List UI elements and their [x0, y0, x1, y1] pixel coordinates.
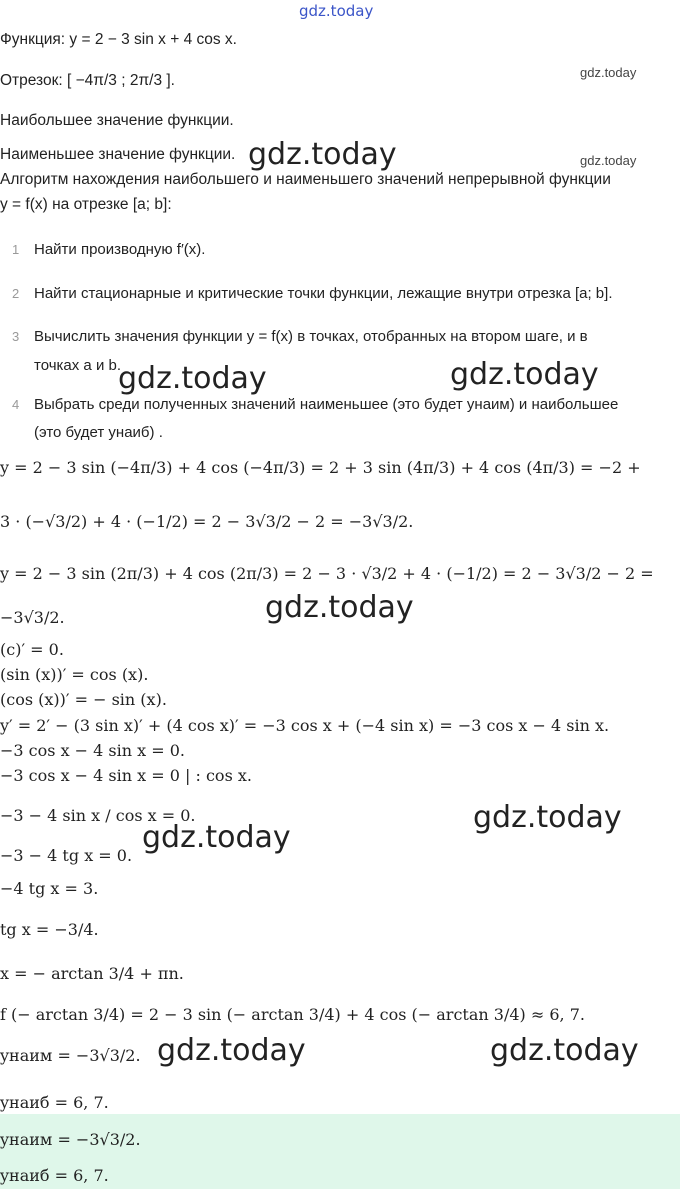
watermark-small: gdz.today: [580, 153, 637, 168]
equation-5: −4 tg x = 3.: [0, 879, 99, 898]
segment-line: Отрезок: [ −4π/3 ; 2π/3 ].: [0, 72, 175, 89]
function-line: Функция: y = 2 − 3 sin x + 4 cos x.: [0, 31, 237, 48]
calc-line-4: −3√3/2.: [0, 608, 65, 627]
answer-max: yнаиб = 6, 7.: [0, 1166, 109, 1185]
deriv-const: (c)′ = 0.: [0, 640, 64, 659]
task-max: Наибольшее значение функции.: [0, 112, 234, 129]
answer-min: yнаим = −3√3/2.: [0, 1130, 141, 1149]
watermark: gdz.today: [118, 361, 267, 396]
equation-2: −3 cos x − 4 sin x = 0 | : cos x.: [0, 766, 252, 785]
result-max: yнаиб = 6, 7.: [0, 1093, 109, 1112]
watermark: gdz.today: [157, 1033, 306, 1068]
evaluation-line: f (− arctan 3/4) = 2 − 3 sin (− arctan 3/4) + 4 cos (− arctan 3/4) ≈ 6, 7.: [0, 1005, 585, 1024]
watermark: gdz.today: [490, 1033, 639, 1068]
calc-line-2: 3 · (−√3/2) + 4 · (−1/2) = 2 − 3√3/2 − 2 = −3√3/2.: [0, 512, 414, 531]
step-3: [12, 328, 588, 345]
equation-1: −3 cos x − 4 sin x = 0.: [0, 741, 186, 760]
algorithm-title: Алгоритм нахождения наибольшего и наименьшего значений непрерывной функции: [0, 171, 611, 188]
step-1: [12, 241, 205, 258]
calc-line-1: y = 2 − 3 sin (−4π/3) + 4 cos (−4π/3) = 2 + 3 sin (4π/3) + 4 cos (4π/3) = −2 +: [0, 458, 641, 477]
calc-line-3: y = 2 − 3 sin (2π/3) + 4 cos (2π/3) = 2 − 3 · √3/2 + 4 · (−1/2) = 2 − 3√3/2 − 2 =: [0, 564, 654, 583]
step-text: Найти производную f′(x).: [34, 241, 206, 258]
deriv-cos: (cos (x))′ = − sin (x).: [0, 690, 167, 709]
watermark-small: gdz.today: [580, 65, 637, 80]
deriv-sin: (sin (x))′ = cos (x).: [0, 665, 149, 684]
watermark: gdz.today: [450, 357, 599, 392]
step-2: [12, 285, 612, 302]
equation-6: tg x = −3/4.: [0, 920, 99, 939]
deriv-y: y′ = 2′ − (3 sin x)′ + (4 cos x)′ = −3 cos x + (−4 sin x) = −3 cos x − 4 sin x.: [0, 716, 610, 735]
step-number: 1: [12, 242, 20, 257]
step-4: [12, 396, 618, 413]
watermark: gdz.today: [142, 820, 291, 855]
step-4-cont: (это будет yнаиб) .: [34, 424, 163, 441]
equation-7: x = − arctan 3/4 + πn.: [0, 964, 184, 983]
watermark: gdz.today: [473, 800, 622, 835]
watermark-top: gdz.today: [299, 2, 374, 20]
step-number: 4: [12, 397, 20, 412]
equation-3: −3 − 4 sin x / cos x = 0.: [0, 806, 196, 825]
algorithm-subtitle: y = f(x) на отрезке [a; b]:: [0, 196, 172, 213]
step-text: Выбрать среди полученных значений наименьшее (это будет yнаим) и наибольшее: [34, 396, 619, 413]
step-3-cont: точках a и b.: [34, 357, 121, 374]
watermark: gdz.today: [265, 590, 414, 625]
task-min: Наименьшее значение функции.: [0, 146, 236, 163]
step-text: Найти стационарные и критические точки функции, лежащие внутри отрезка [a; b].: [34, 285, 613, 302]
step-number: 2: [12, 286, 20, 301]
watermark: gdz.today: [248, 137, 397, 172]
step-number: 3: [12, 329, 20, 344]
equation-4: −3 − 4 tg x = 0.: [0, 846, 133, 865]
result-min: yнаим = −3√3/2.: [0, 1046, 141, 1065]
step-text: Вычислить значения функции y = f(x) в точках, отобранных на втором шаге, и в: [34, 328, 588, 345]
